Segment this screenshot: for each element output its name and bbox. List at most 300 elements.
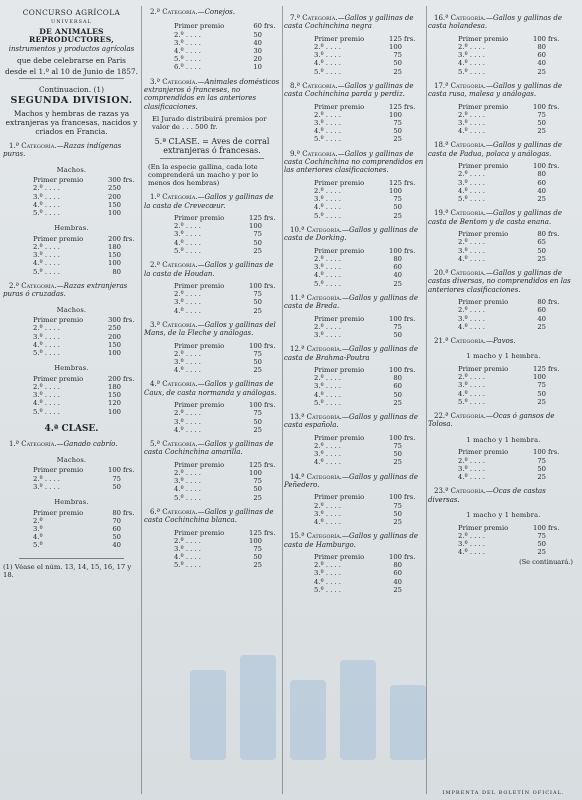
prize-amount: 125 <box>249 528 262 537</box>
prize-row <box>314 127 420 135</box>
prize-unit <box>262 477 280 485</box>
prize-row <box>33 235 139 243</box>
category-heading: 2.ª Categoría.—Razas extranjeras puras ó cruzadas. <box>3 281 128 299</box>
prize-row <box>33 333 139 341</box>
prize-unit: frs. <box>548 162 560 171</box>
prize-rank: 4.º . . . . <box>174 553 201 562</box>
prize-table <box>458 448 564 481</box>
category-heading: 21.ª Categoría.—Pavos. <box>434 336 516 345</box>
prize-table <box>33 316 139 357</box>
prize-unit: frs. <box>548 298 560 307</box>
prize-table <box>314 366 420 407</box>
category-heading: 15.ª Categoría.—Gallos y gallinas de casta de Hamburgo. <box>284 532 418 549</box>
prize-rank: 2.º . . . . <box>314 43 341 52</box>
prize-rank: 2.º <box>33 516 43 525</box>
prize-rank: 3.º . . . . <box>33 391 60 400</box>
prize-amount: 100 <box>533 102 546 111</box>
prize-unit <box>121 201 139 209</box>
prize-table <box>174 461 280 502</box>
prize-rank: 5.º <box>33 541 43 550</box>
prize-amount: 75 <box>253 477 262 486</box>
prize-unit <box>402 323 420 331</box>
prize-row <box>314 450 420 458</box>
prize-amount: 80 <box>393 374 402 383</box>
prize-amount: 75 <box>393 51 402 60</box>
prize-unit: frs. <box>123 508 135 517</box>
prize-amount: 100 <box>389 314 402 323</box>
prize-table <box>314 35 420 76</box>
class-title: 5.ª CLASE. = Aves de corral extranjeras ó francesas. <box>154 136 270 156</box>
prize-rank: 2.º . . . . <box>314 501 341 510</box>
prize-row <box>174 298 280 306</box>
prize-amount: 100 <box>249 222 262 231</box>
prize-amount: 100 <box>533 373 546 382</box>
prize-rank: 3.º . . . . <box>314 195 341 204</box>
prize-unit <box>402 569 420 577</box>
prize-amount: 70 <box>112 516 121 525</box>
prize-unit: frs. <box>123 466 135 475</box>
prize-row <box>174 230 280 238</box>
prize-rank: 4.º . . . . <box>458 59 485 68</box>
header-line: CONCURSO AGRÍCOLA <box>22 8 121 17</box>
prize-rank: 3.º . . . . <box>458 314 485 323</box>
prize-rank: 3.º . . . . <box>174 357 201 366</box>
prize-rank: 4.º . . . . <box>33 399 60 408</box>
prize-amount: 100 <box>108 259 121 268</box>
prize-rank: Primer premio <box>458 364 509 373</box>
prize-unit <box>546 390 564 398</box>
prize-row <box>458 532 564 540</box>
category-list <box>144 193 280 569</box>
prize-row <box>174 239 280 247</box>
prize-row <box>33 475 139 483</box>
prize-unit <box>402 331 420 339</box>
prize-row <box>33 466 139 474</box>
prize-row <box>314 43 420 51</box>
prize-unit <box>546 111 564 119</box>
prize-rank: 3.º . . . . <box>174 298 201 307</box>
prize-unit: frs. <box>548 230 560 239</box>
prize-amount: 25 <box>537 127 546 136</box>
prize-unit <box>121 251 139 259</box>
prize-table <box>458 162 564 203</box>
prize-row <box>33 399 139 407</box>
prize-unit: frs. <box>123 316 135 325</box>
prize-row <box>174 469 280 477</box>
category-heading: 8.ª Categoría.—Gallos y gallinas de casta Cochinchina parda y perdiz. <box>284 81 414 99</box>
prize-unit <box>402 586 420 594</box>
prize-unit <box>546 306 564 314</box>
prize-amount: 75 <box>112 474 121 483</box>
prize-amount: 200 <box>108 234 121 243</box>
prize-rank: 4.º . . . . <box>314 390 341 399</box>
prize-unit <box>402 458 420 466</box>
prize-unit <box>262 63 280 71</box>
prize-amount: 100 <box>533 34 546 43</box>
prize-amount: 100 <box>389 110 402 119</box>
prize-rank: 3.º . . . . <box>33 482 60 491</box>
prize-amount: 100 <box>108 349 121 358</box>
prize-amount: 50 <box>393 450 402 459</box>
prize-amount: 100 <box>533 523 546 532</box>
prize-unit <box>546 179 564 187</box>
prize-amount: 40 <box>393 271 402 280</box>
prize-rank: 4.º . . . . <box>458 322 485 331</box>
prize-amount: 65 <box>537 238 546 247</box>
prize-row <box>174 477 280 485</box>
class-title: 4.ª CLASE. <box>44 423 99 434</box>
prize-unit <box>546 398 564 406</box>
prize-amount: 80 <box>537 298 546 307</box>
prize-unit <box>546 68 564 76</box>
prize-unit <box>546 532 564 540</box>
category-heading: 14.ª Categoría.—Gallos y gallinas de Peñedero. <box>284 472 418 489</box>
prize-amount: 50 <box>253 553 262 562</box>
prize-unit <box>262 290 280 298</box>
divider <box>19 558 124 559</box>
prize-unit <box>402 271 420 279</box>
prize-row <box>314 518 420 526</box>
prize-unit <box>546 247 564 255</box>
prize-amount: 75 <box>253 349 262 358</box>
prize-table <box>314 553 420 594</box>
column-4 <box>428 8 579 792</box>
prize-rank: 5.º . . . . <box>174 55 201 64</box>
prize-amount: 125 <box>389 102 402 111</box>
prize-row <box>314 179 420 187</box>
prize-amount: 125 <box>249 460 262 469</box>
prize-rank: Primer premio <box>174 214 225 223</box>
prize-rank: Primer premio <box>314 314 365 323</box>
prize-table <box>314 493 420 526</box>
prize-amount: 25 <box>393 518 402 527</box>
prize-unit <box>546 323 564 331</box>
prize-row <box>174 342 280 350</box>
prize-amount: 100 <box>533 162 546 171</box>
prize-rank: 3.º . . . . <box>314 119 341 128</box>
prize-rank: 3.º . . . . <box>458 51 485 60</box>
lot-note: 1 macho y 1 hembra. <box>466 435 541 444</box>
prize-row <box>314 59 420 67</box>
prize-row <box>458 162 564 170</box>
prize-unit <box>546 59 564 67</box>
prize-rank: 3.º . . . . <box>314 263 341 272</box>
prize-amount: 75 <box>253 545 262 554</box>
prize-row <box>314 135 420 143</box>
printer-imprint: IMPRENTA DEL BOLETÍN OFICIAL. <box>442 790 565 796</box>
category-heading: 1.ª Categoría.—Gallos y gallinas de la casta de Crevecœur. <box>144 193 274 210</box>
prize-rank: 2.º . . . . <box>458 373 485 382</box>
header-subtitle: instrumentos y productos agrícolas <box>8 44 135 53</box>
prize-row <box>174 247 280 255</box>
prize-rank: 3.º . . . . <box>33 192 60 201</box>
prize-table <box>314 179 420 220</box>
prize-unit <box>546 195 564 203</box>
prize-rank: 5.º . . . . <box>174 246 201 255</box>
prize-row <box>174 290 280 298</box>
prize-unit <box>402 135 420 143</box>
prize-row <box>314 569 420 577</box>
prize-amount: 75 <box>537 381 546 390</box>
prize-unit <box>402 119 420 127</box>
prize-unit <box>121 324 139 332</box>
prize-unit <box>262 247 280 255</box>
prize-row <box>458 51 564 59</box>
lot-note: 1 macho y 1 hembra. <box>466 352 541 361</box>
prize-row <box>314 578 420 586</box>
prize-amount: 50 <box>393 330 402 339</box>
prize-rank: 4.º . . . . <box>33 259 60 268</box>
prize-rank: Primer premio <box>458 230 509 239</box>
prize-rank: 2.º . . . . <box>458 110 485 119</box>
prize-row <box>314 391 420 399</box>
prize-amount: 40 <box>112 541 121 550</box>
prize-unit <box>262 55 280 63</box>
prize-unit <box>262 366 280 374</box>
category-list <box>284 14 424 594</box>
prize-unit: frs. <box>404 493 416 502</box>
prize-row <box>314 195 420 203</box>
prize-rank: 3.º . . . . <box>314 51 341 60</box>
prize-unit <box>402 399 420 407</box>
prize-rank: 5.º . . . . <box>314 135 341 144</box>
prize-unit <box>121 541 139 549</box>
prize-amount: 25 <box>537 322 546 331</box>
prize-unit <box>546 119 564 127</box>
jury-note: El Jurado distribuirá premios por valor de . . . 500 fr. <box>152 115 267 132</box>
prize-row <box>174 366 280 374</box>
prize-row <box>174 553 280 561</box>
prize-rank: 4.º . . . . <box>314 127 341 136</box>
prize-row <box>458 323 564 331</box>
category-heading: 7.ª Categoría.—Gallos y gallinas de casta Cochinchina negra <box>284 14 414 31</box>
prize-rank: 2.º . . . . <box>314 254 341 263</box>
prize-rank: Primer premio <box>174 341 225 350</box>
prize-rank: 3.º . . . . <box>314 569 341 578</box>
prize-amount: 100 <box>249 536 262 545</box>
prize-row <box>458 230 564 238</box>
prize-amount: 25 <box>393 585 402 594</box>
prize-amount: 250 <box>108 184 121 193</box>
prize-row <box>314 510 420 518</box>
prize-rank: 2.º . . . . <box>314 561 341 570</box>
prize-amount: 200 <box>108 192 121 201</box>
prize-amount: 25 <box>393 398 402 407</box>
prize-unit <box>262 426 280 434</box>
prize-row <box>174 350 280 358</box>
prize-row <box>314 315 420 323</box>
prize-amount: 80 <box>537 43 546 52</box>
category-heading: 2.ª Categoría.—Gallos y gallinas de la casta de Houdan. <box>144 261 274 278</box>
prize-unit <box>402 43 420 51</box>
prize-unit <box>121 333 139 341</box>
prize-rank: Primer premio <box>314 178 365 187</box>
prize-row <box>33 509 139 517</box>
prize-rank: 3.º . . . . <box>33 251 60 260</box>
prize-row <box>458 548 564 556</box>
prize-unit <box>262 553 280 561</box>
category-heading: 12.ª Categoría.—Gallos y gallinas de casta de Brahma-Poutra <box>284 345 418 362</box>
prize-row <box>314 280 420 288</box>
prize-row <box>314 255 420 263</box>
prize-unit <box>402 502 420 510</box>
prize-amount: 80 <box>112 267 121 276</box>
prize-unit <box>402 450 420 458</box>
prize-row <box>33 483 139 491</box>
prize-rank: 4.º . . . . <box>174 47 201 56</box>
prize-amount: 125 <box>389 178 402 187</box>
prize-amount: 50 <box>537 539 546 548</box>
prize-unit <box>402 518 420 526</box>
prize-amount: 75 <box>393 501 402 510</box>
column-1 <box>3 8 140 792</box>
prize-unit: frs. <box>123 374 135 383</box>
prize-row <box>314 366 420 374</box>
prize-rank: 5.º . . . . <box>33 349 60 358</box>
prize-table <box>174 401 280 434</box>
prize-amount: 25 <box>393 135 402 144</box>
prize-amount: 80 <box>112 508 121 517</box>
prize-unit: frs. <box>123 176 135 185</box>
prize-unit <box>402 255 420 263</box>
prize-unit: frs. <box>264 401 276 410</box>
prize-rank: 5.º . . . . <box>174 561 201 570</box>
prize-row <box>314 212 420 220</box>
prize-row <box>174 358 280 366</box>
prize-rank: Primer premio <box>458 162 509 171</box>
prize-amount: 75 <box>253 290 262 299</box>
prize-row <box>174 409 280 417</box>
prize-amount: 300 <box>108 316 121 325</box>
prize-row <box>314 458 420 466</box>
prize-amount: 25 <box>253 366 262 375</box>
prize-rank: 3.º . . . . <box>174 545 201 554</box>
prize-rank: 3.º . . . . <box>314 450 341 459</box>
prize-amount: 25 <box>393 279 402 288</box>
prize-amount: 100 <box>108 466 121 475</box>
prize-row <box>314 434 420 442</box>
prize-row <box>33 268 139 276</box>
prize-unit <box>402 51 420 59</box>
column-rule <box>282 6 283 794</box>
prize-row <box>174 63 280 71</box>
prize-table <box>174 214 280 255</box>
prize-rank: 3.º . . . . <box>174 477 201 486</box>
division-title: SEGUNDA DIVISION. <box>10 95 133 107</box>
group-title: Machos. <box>56 305 87 314</box>
prize-amount: 40 <box>537 186 546 195</box>
prize-row <box>174 31 280 39</box>
prize-row <box>314 51 420 59</box>
prize-rank: 3.º . . . . <box>314 509 341 518</box>
prize-unit <box>402 68 420 76</box>
divider <box>19 78 124 79</box>
prize-table <box>33 375 139 416</box>
prize-table <box>314 103 420 144</box>
prize-rank: Primer premio <box>458 448 509 457</box>
prize-row <box>174 222 280 230</box>
continuation-note: (Se continuará.) <box>519 558 573 567</box>
prize-amount: 100 <box>389 493 402 502</box>
prize-rank: 2.º . . . . <box>33 474 60 483</box>
prize-row <box>33 408 139 416</box>
category-heading: 22.ª Categoría.—Ocas ó gansos de Tolosa. <box>428 411 555 429</box>
prize-amount: 100 <box>108 209 121 217</box>
prize-row <box>314 119 420 127</box>
prize-unit <box>262 31 280 39</box>
category-heading: 1.ª Categoría.—Razas indígenas puras. <box>3 141 122 159</box>
prize-amount: 50 <box>253 357 262 366</box>
prize-amount: 30 <box>253 47 262 56</box>
prize-amount: 250 <box>108 324 121 333</box>
prize-rank: Primer premio <box>174 460 225 469</box>
prize-row <box>314 203 420 211</box>
prize-unit: frs. <box>548 102 560 111</box>
prize-amount: 60 <box>393 569 402 578</box>
prize-unit <box>546 43 564 51</box>
prize-table <box>458 524 564 557</box>
prize-row <box>458 465 564 473</box>
prize-row <box>174 418 280 426</box>
prize-amount: 100 <box>389 43 402 52</box>
prize-unit: frs. <box>264 528 276 537</box>
prize-rank: 2.º . . . . <box>458 43 485 52</box>
category-heading: 18.ª Categoría.—Gallos y gallinas de casta de Padua, polaca y análogas. <box>428 141 562 158</box>
prize-row <box>314 382 420 390</box>
prize-table <box>314 434 420 467</box>
prize-row <box>314 323 420 331</box>
prize-unit <box>262 239 280 247</box>
prize-amount: 10 <box>253 63 262 72</box>
prize-row <box>174 39 280 47</box>
prize-row <box>314 247 420 255</box>
prize-unit: frs. <box>264 460 276 469</box>
prize-rank: 2.º . . . . <box>314 110 341 119</box>
category-list <box>428 14 579 556</box>
prize-table <box>314 247 420 288</box>
prize-amount: 25 <box>537 254 546 263</box>
prize-row <box>33 259 139 267</box>
prize-row <box>174 561 280 569</box>
prize-row <box>458 398 564 406</box>
prize-rank: 2.º . . . . <box>314 441 341 450</box>
prize-amount: 300 <box>108 176 121 185</box>
prize-unit: frs. <box>404 365 416 374</box>
prize-rank: Primer premio <box>33 316 84 325</box>
prize-rank: 5.º . . . . <box>314 398 341 407</box>
prize-unit <box>402 578 420 586</box>
prize-rank: 3.º . . . . <box>314 330 341 339</box>
prize-unit <box>121 475 139 483</box>
prize-amount: 100 <box>249 401 262 410</box>
prize-rank: Primer premio <box>174 22 225 31</box>
prize-rank: 4.º . . . . <box>458 389 485 398</box>
prize-unit <box>546 238 564 246</box>
divider <box>160 158 264 159</box>
prize-row <box>458 119 564 127</box>
prize-rank: Primer premio <box>33 508 84 517</box>
header-line: UNIVERSAL <box>51 19 92 25</box>
prize-rank: 2.º . . . . <box>174 349 201 358</box>
prize-amount: 25 <box>253 561 262 570</box>
prize-amount: 100 <box>389 365 402 374</box>
prize-amount: 50 <box>537 246 546 255</box>
prize-row <box>174 55 280 63</box>
prize-row <box>174 461 280 469</box>
prize-rank: 2.º . . . . <box>33 184 60 193</box>
prize-amount: 75 <box>393 195 402 204</box>
category-heading: 13.ª Categoría.—Gallos y gallinas de casta española. <box>284 412 418 430</box>
